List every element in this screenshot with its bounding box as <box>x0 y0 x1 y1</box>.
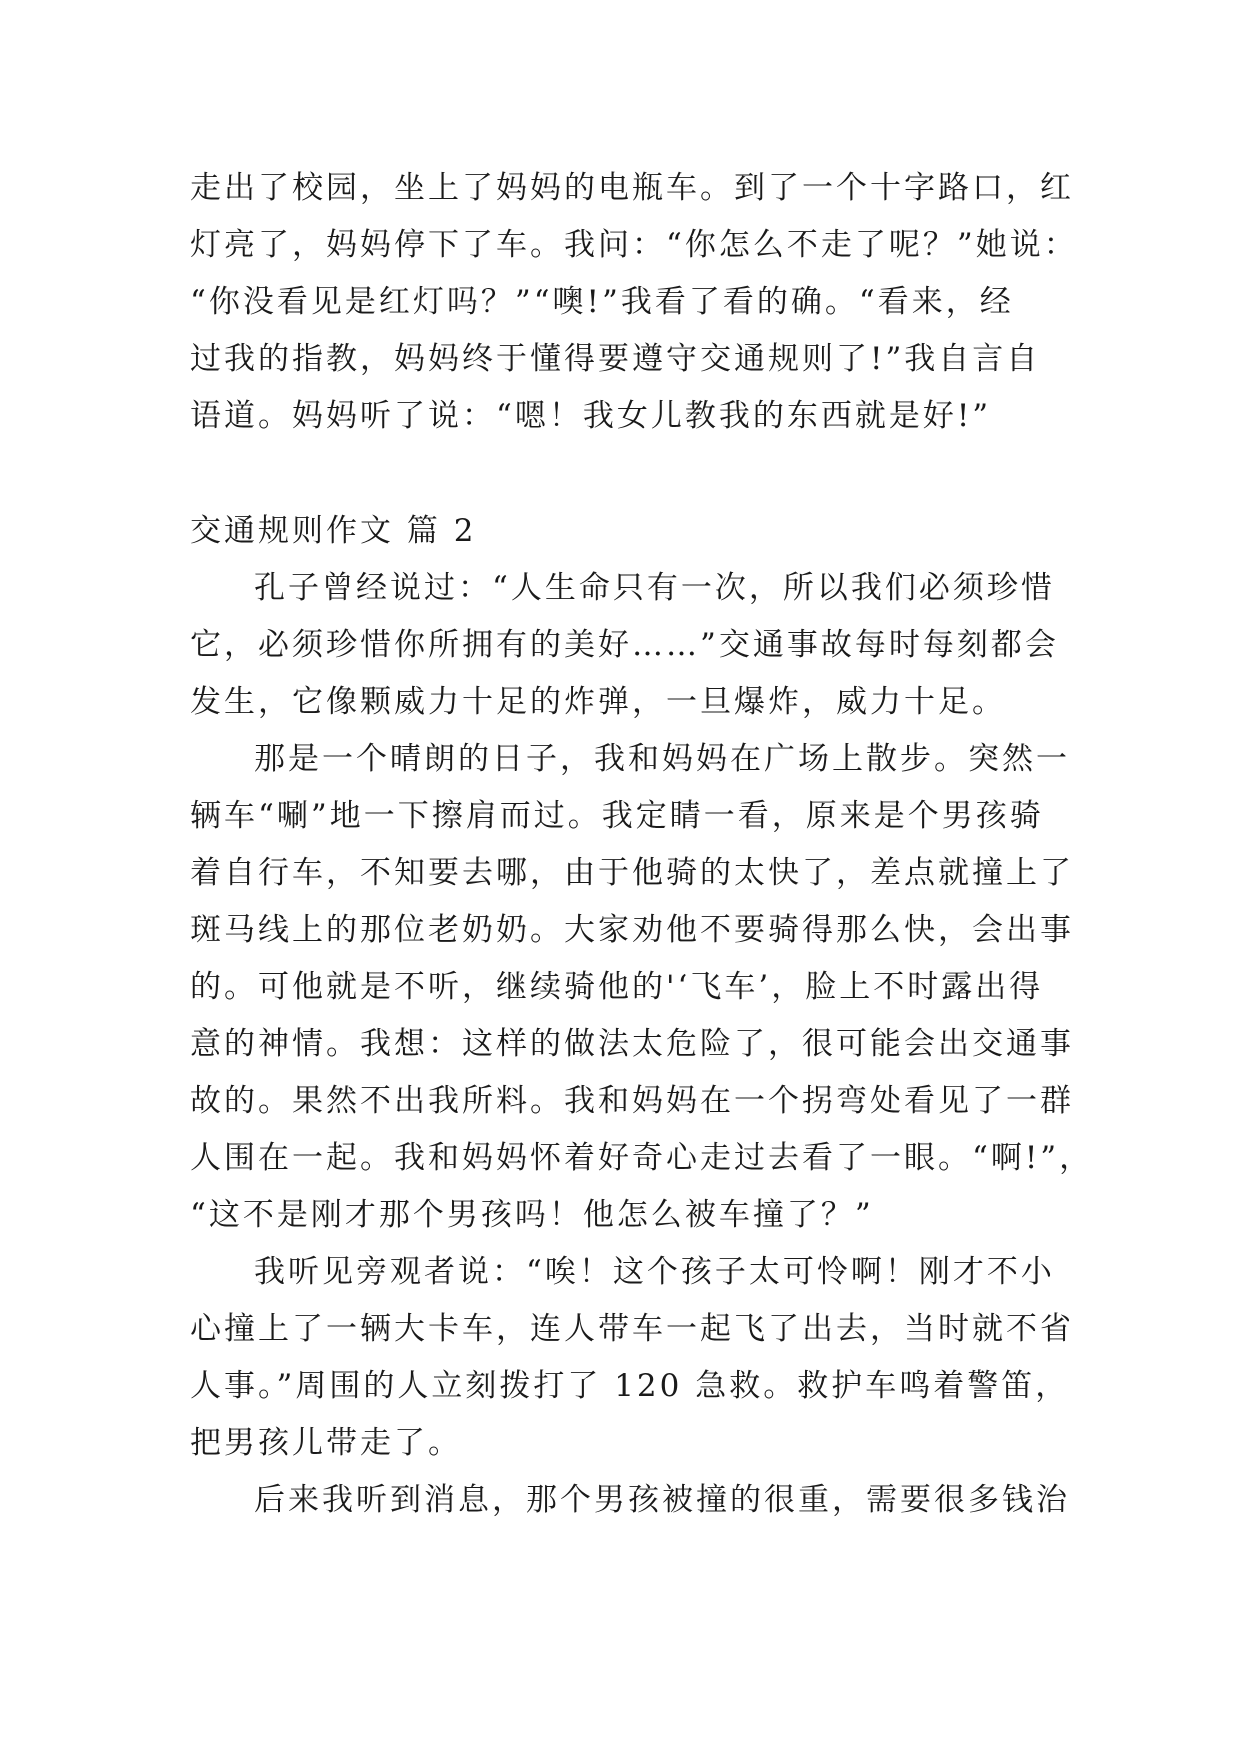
text-line: 走出了校园，坐上了妈妈的电瓶车。到了一个十字路口，红 <box>190 170 1074 206</box>
text-line: 故的。果然不出我所料。我和妈妈在一个拐弯处看见了一群 <box>190 1083 1074 1119</box>
text-line: 过我的指教，妈妈终于懂得要遵守交通规则了!”我自言自 <box>190 341 1041 377</box>
text-line: 那是一个晴朗的日子，我和妈妈在广场上散步。突然一 <box>254 741 1070 777</box>
text-line: 后来我听到消息，那个男孩被撞的很重，需要很多钱治 <box>254 1482 1070 1518</box>
paragraph-intro <box>190 560 1090 731</box>
document-body <box>190 160 1094 1529</box>
text-line: 辆车“唰”地一下擦肩而过。我定睛一看，原来是个男孩骑 <box>190 798 1044 834</box>
text-line: 发生，它像颗威力十足的炸弹，一旦爆炸，威力十足。 <box>190 684 1006 720</box>
text-line: “这不是刚才那个男孩吗！他怎么被车撞了？” <box>190 1197 874 1233</box>
section-heading-text: 交通规则作文 篇 2 <box>190 513 477 549</box>
text-line: 着自行车，不知要去哪，由于他骑的太快了，差点就撞上了 <box>190 855 1074 891</box>
paragraph-continued <box>190 160 1090 445</box>
text-line: 它，必须珍惜你所拥有的美好……”交通事故每时每刻都会 <box>190 627 1059 663</box>
text-line: 斑马线上的那位老奶奶。大家劝他不要骑得那么快，会出事 <box>190 912 1074 948</box>
text-line: 人事。”周围的人立刻拨打了 120 急救。救护车鸣着警笛， <box>190 1368 1070 1404</box>
section-heading <box>190 503 1090 560</box>
text-line: “你没看见是红灯吗？”“噢!”我看了看的确。“看来，经 <box>190 284 1014 320</box>
text-line: 把男孩儿带走了。 <box>190 1425 462 1461</box>
text-line: 意的神情。我想：这样的做法太危险了，很可能会出交通事 <box>190 1026 1074 1062</box>
paragraph-bystander <box>190 1244 1090 1472</box>
paragraph-story <box>190 731 1094 1244</box>
text-line: 心撞上了一辆大卡车，连人带车一起飞了出去，当时就不省 <box>190 1311 1074 1347</box>
text-line: 人围在一起。我和妈妈怀着好奇心走过去看了一眼。“啊!”， <box>190 1140 1094 1176</box>
text-line: 灯亮了，妈妈停下了车。我问：“你怎么不走了呢？”她说： <box>190 227 1078 263</box>
paragraph-aftermath <box>190 1472 1090 1529</box>
text-line: 的。可他就是不听，继续骑他的'‘飞车’，脸上不时露出得 <box>190 969 1044 1005</box>
text-line: 我听见旁观者说：“唉！这个孩子太可怜啊！刚才不小 <box>254 1254 1055 1290</box>
text-line: 孔子曾经说过：“人生命只有一次，所以我们必须珍惜 <box>254 570 1055 606</box>
text-line: 语道。妈妈听了说：“嗯！我女儿教我的东西就是好!” <box>190 398 992 434</box>
